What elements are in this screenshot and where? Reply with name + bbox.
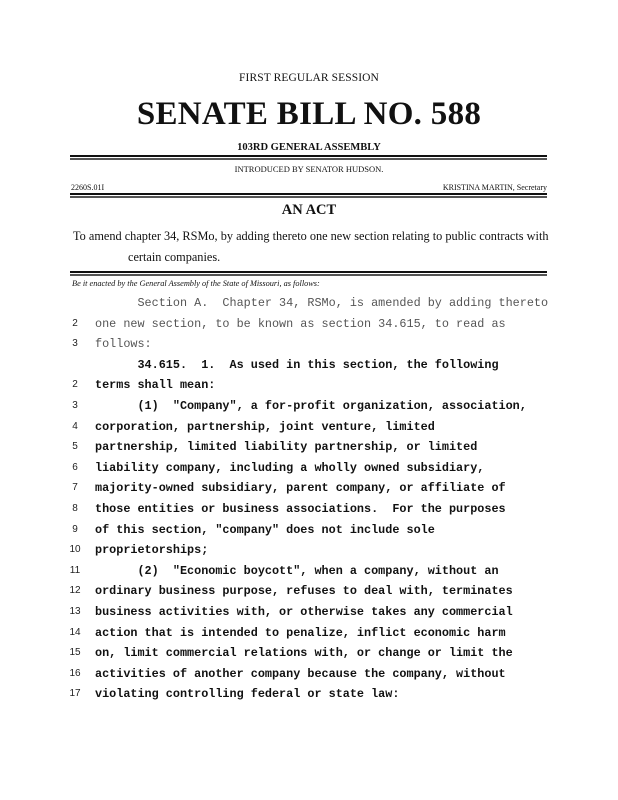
line-text: ordinary business purpose, refuses to deal with, terminates bbox=[95, 584, 513, 599]
line-number: 2 bbox=[72, 379, 78, 391]
enacting-clause: Be it enacted by the General Assembly of the State of Missouri, as follows: bbox=[72, 279, 320, 288]
double-rule-divider bbox=[70, 271, 547, 276]
line-text: action that is intended to penalize, inflict economic harm bbox=[95, 625, 506, 640]
act-summary-line: To amend chapter 34, RSMo, by adding thereto one new section relating to public contracts with bbox=[73, 229, 549, 243]
line-text: one new section, to be known as section 34.615, to read as bbox=[95, 316, 506, 331]
introduced-by-label: INTRODUCED BY SENATOR HUDSON. bbox=[234, 164, 384, 174]
line-number: 10 bbox=[69, 544, 81, 556]
line-text: corporation, partnership, joint venture, limited bbox=[95, 419, 435, 434]
section-line bbox=[0, 602, 618, 623]
section-line bbox=[0, 623, 618, 644]
line-text: activities of another company because the company, without bbox=[95, 666, 506, 681]
act-summary-line: certain companies. bbox=[128, 250, 221, 264]
line-text: follows: bbox=[95, 337, 152, 352]
bill-title: SENATE BILL NO. 588 bbox=[136, 96, 482, 132]
section-line bbox=[0, 458, 618, 479]
assembly-label: 103RD GENERAL ASSEMBLY bbox=[237, 142, 381, 153]
section-line bbox=[0, 520, 618, 541]
section-line bbox=[0, 396, 618, 417]
section-line bbox=[0, 581, 618, 602]
double-rule-divider bbox=[70, 155, 547, 160]
line-text: liability company, including a wholly owned subsidiary, bbox=[95, 460, 485, 475]
line-number: 12 bbox=[69, 585, 81, 597]
section-line bbox=[0, 437, 618, 458]
section-line bbox=[0, 417, 618, 438]
section-line bbox=[0, 643, 618, 664]
section-a-line bbox=[0, 314, 618, 335]
session-label: FIRST REGULAR SESSION bbox=[239, 72, 379, 84]
line-number: 8 bbox=[72, 502, 78, 514]
line-number: 3 bbox=[72, 338, 78, 350]
line-number: 11 bbox=[69, 564, 81, 576]
section-line bbox=[0, 478, 618, 499]
line-text: proprietorships; bbox=[95, 543, 209, 558]
line-number: 17 bbox=[69, 688, 81, 700]
bill-code: 2260S.01I bbox=[71, 183, 105, 192]
section-line bbox=[0, 375, 618, 396]
line-text: those entities or business associations. For the purposes bbox=[95, 501, 506, 516]
section-line bbox=[0, 561, 618, 582]
act-title: AN ACT bbox=[281, 202, 337, 218]
section-line bbox=[0, 499, 618, 520]
line-number: 14 bbox=[69, 626, 81, 638]
line-text: (2) "Economic boycott", when a company, without an bbox=[95, 563, 499, 578]
line-text: business activities with, or otherwise takes any commercial bbox=[95, 604, 513, 619]
line-number: 7 bbox=[72, 482, 78, 494]
line-text: of this section, "company" does not include sole bbox=[95, 522, 435, 537]
line-number: 4 bbox=[72, 420, 78, 432]
line-text: terms shall mean: bbox=[95, 378, 216, 393]
line-number: 9 bbox=[72, 523, 78, 535]
double-rule-divider bbox=[70, 193, 547, 198]
section-line bbox=[0, 355, 618, 376]
section-a-line bbox=[0, 293, 618, 314]
line-number: 2 bbox=[72, 317, 78, 329]
section-line bbox=[0, 664, 618, 685]
section-line bbox=[0, 540, 618, 561]
line-text: majority-owned subsidiary, parent company, or affiliate of bbox=[95, 481, 506, 496]
secretary-label: KRISTINA MARTIN, Secretary bbox=[442, 183, 547, 192]
section-a-line bbox=[0, 334, 618, 355]
act-summary bbox=[73, 226, 553, 268]
line-number: 15 bbox=[69, 647, 81, 659]
line-text: (1) "Company", a for-profit organization, association, bbox=[95, 398, 527, 413]
line-text: 34.615. 1. As used in this section, the following bbox=[95, 357, 499, 372]
line-text: violating controlling federal or state law: bbox=[95, 687, 400, 702]
bill-body bbox=[0, 293, 618, 705]
line-text: on, limit commercial relations with, or change or limit the bbox=[95, 646, 513, 661]
line-number: 16 bbox=[69, 667, 81, 679]
line-number: 13 bbox=[69, 605, 81, 617]
line-number: 5 bbox=[72, 441, 78, 453]
section-line bbox=[0, 684, 618, 705]
line-number: 6 bbox=[72, 461, 78, 473]
line-text: partnership, limited liability partnership, or limited bbox=[95, 440, 478, 455]
line-text: Section A. Chapter 34, RSMo, is amended by adding thereto bbox=[95, 296, 549, 310]
line-number: 3 bbox=[72, 399, 78, 411]
